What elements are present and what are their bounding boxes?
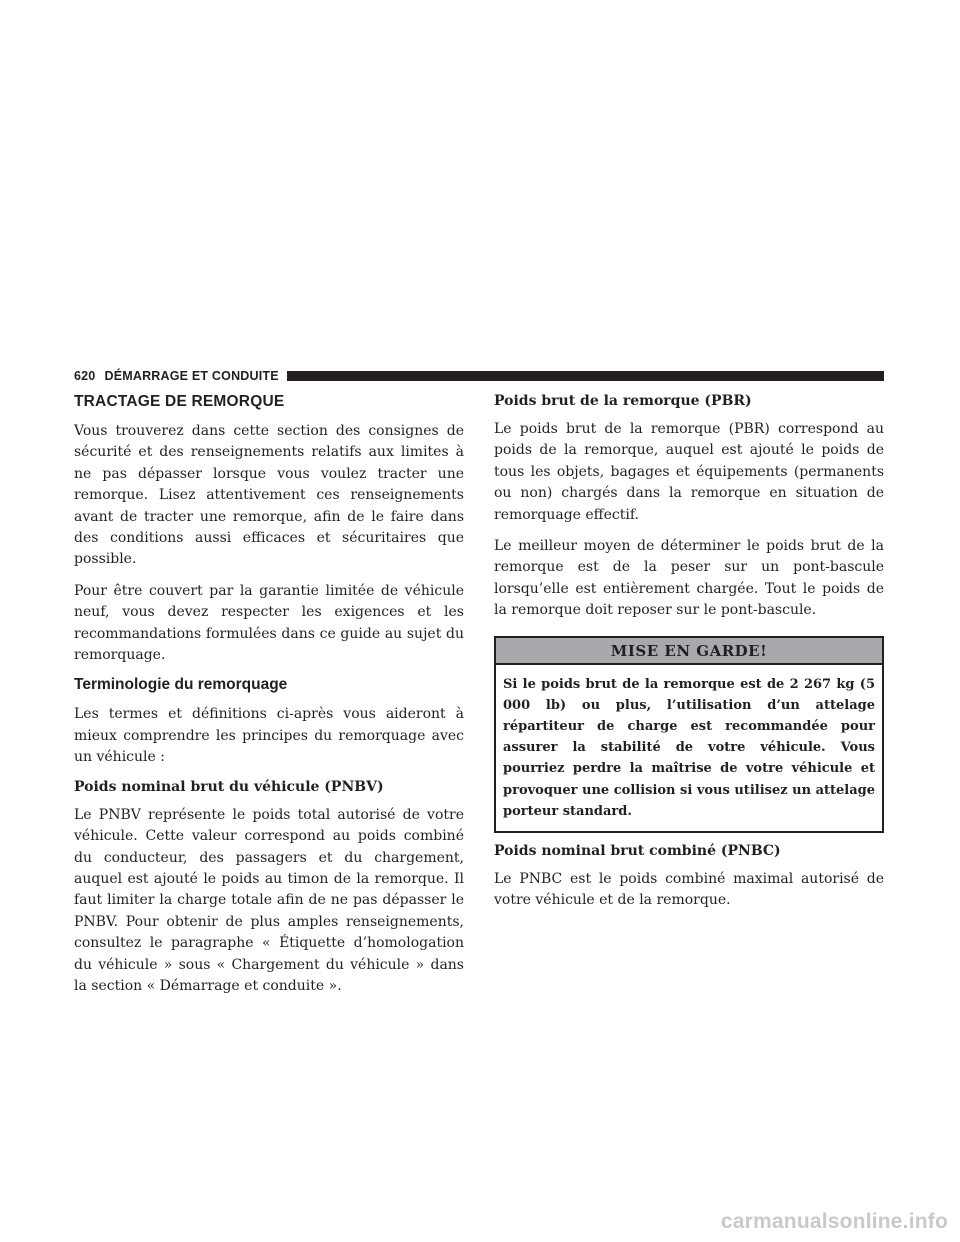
- pnbv-paragraph: Le PNBV représente le poids total autorisé de votre véhicule. Cette valeur correspond au poids combiné du conducteur, des passagers et du chargement, auquel est ajouté le poids au timon de la remorque. Il faut limiter la charge totale afin de ne pas dépasser le PNBV. Pour obtenir de plus amples renseignements, consultez le paragraphe « Étiquette d’homologation du véhicule » sous « Chargement du véhicule » dans la section « Démarrage et conduite ».: [74, 806, 464, 994]
- section-title: DÉMARRAGE ET CONDUITE: [104, 369, 279, 383]
- left-column: [74, 393, 464, 1007]
- pnbv-heading: Poids nominal brut du véhicule (PNBV): [74, 778, 384, 795]
- warning-box: [494, 636, 884, 833]
- page-number: 620: [74, 369, 96, 383]
- warning-text: Si le poids brut de la remorque est de 2 267 kg (5 000 lb) ou plus, l’utilisation d’un attelage répartiteur de charge est recommandée pour assurer la stabilité de votre véhicule. Vous pourriez perdre la maîtrise de votre véhicule et provoquer une collision si vous utilisez un attelage porteur standard.: [503, 676, 875, 819]
- terminology-heading: Terminologie du remorquage: [74, 676, 288, 694]
- pbr-paragraph-2: Le meilleur moyen de déterminer le poids brut de la remorque est de la peser sur un pont-bascule lorsqu’elle est entièrement chargée. Tout le poids de la remorque doit reposer sur le pont-bascule.: [494, 538, 884, 619]
- header-rule: [287, 371, 884, 381]
- terminology-intro: Les termes et définitions ci-après vous aideront à mieux comprendre les principes du remorquage avec un véhicule :: [74, 706, 464, 766]
- pnbc-heading: Poids nominal brut combiné (PNBC): [494, 843, 781, 860]
- watermark-text: carmanualsonline.info: [720, 1210, 948, 1233]
- pbr-heading: Poids brut de la remorque (PBR): [494, 393, 752, 409]
- right-column: [494, 393, 884, 922]
- intro-paragraph-2: Pour être couvert par la garantie limitée de véhicule neuf, vous devez respecter les exigences et les recommandations formulées dans ce guide au sujet du remorquage.: [74, 582, 464, 664]
- pnbc-paragraph: Le PNBC est le poids combiné maximal autorisé de votre véhicule et de la remorque.: [494, 871, 884, 909]
- intro-paragraph-1: Vous trouverez dans cette section des consignes de sécurité et des renseignements relatifs aux limites à ne pas dépasser lorsque vous voulez tracter une remorque. Lisez attentivement ces renseignements avant de tracter une remorque, afin de le faire dans des conditions aussi efficaces et sécuritaires que possible.: [74, 423, 464, 568]
- page-header: [74, 367, 884, 385]
- pbr-paragraph-1: Le poids brut de la remorque (PBR) correspond au poids de la remorque, auquel est ajouté le poids de tous les objets, bagages et équipements (permanents ou non) chargés dans la remorque en situation de remorquage effectif.: [494, 421, 884, 523]
- warning-title: MISE EN GARDE!: [496, 638, 882, 665]
- towing-heading: TRACTAGE DE REMORQUE: [74, 393, 285, 410]
